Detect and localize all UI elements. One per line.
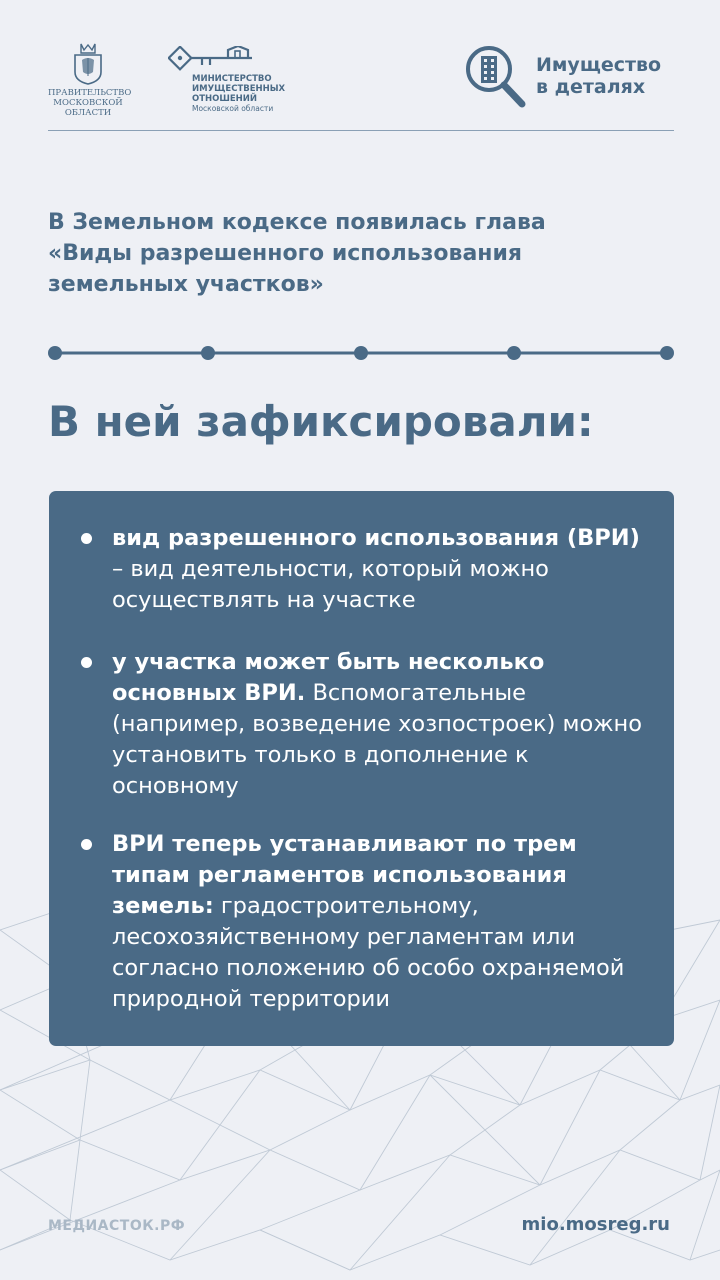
government-logo <box>48 42 132 118</box>
bullet-icon <box>81 533 92 544</box>
header <box>48 42 674 131</box>
ministry-name: МИНИСТЕРСТВО ИМУЩЕСТВЕННЫХ ОТНОШЕНИЙ <box>192 74 286 104</box>
list-item <box>112 829 642 1015</box>
timeline-dot <box>48 346 62 360</box>
content-card <box>49 491 674 1046</box>
magnifier-building-icon <box>464 44 528 110</box>
item-bold: вид разрешенного использования (ВРИ) <box>112 525 640 551</box>
section-heading: В ней зафиксировали: <box>48 397 594 446</box>
item-bold: ВРИ теперь устанавливают по трем типам регламентов использования земель: <box>112 831 577 919</box>
item-text: – вид деятельности, который можно осуществлять на участке <box>112 556 549 613</box>
ministry-logo <box>168 46 308 114</box>
list-item <box>112 647 642 802</box>
bullet-icon <box>81 657 92 668</box>
item-text: Вспомогательные (например, возведение хозпостроек) можно установить только в дополнение к основному <box>112 680 643 799</box>
timeline-divider <box>48 343 674 363</box>
government-name: ПРАВИТЕЛЬСТВО МОСКОВСКОЙ ОБЛАСТИ <box>48 88 132 118</box>
bullet-icon <box>81 839 92 850</box>
item-text: градостроительному, лесохозяйственному регламентам или согласно положению об особо охраняемой природной территории <box>112 893 625 1012</box>
list-item <box>112 523 642 616</box>
ministry-region: Московской области <box>192 104 274 113</box>
footer-website-link[interactable]: mio.mosreg.ru <box>521 1214 670 1235</box>
timeline-dot <box>507 346 521 360</box>
timeline-dot <box>354 346 368 360</box>
footer-source: МЕДИАСТОК.РФ <box>48 1218 186 1234</box>
timeline-dot <box>660 346 674 360</box>
moscow-region-coat-of-arms-icon <box>71 42 105 86</box>
key-house-icon <box>168 46 256 72</box>
timeline-dot <box>201 346 215 360</box>
brand <box>464 44 674 110</box>
item-bold: у участка может быть несколько основных ВРИ. <box>112 649 545 706</box>
intro-text: В Земельном кодексе появилась глава «Виды разрешенного использования земельных участков» <box>48 210 546 297</box>
brand-name: Имущество в деталях <box>536 54 662 98</box>
